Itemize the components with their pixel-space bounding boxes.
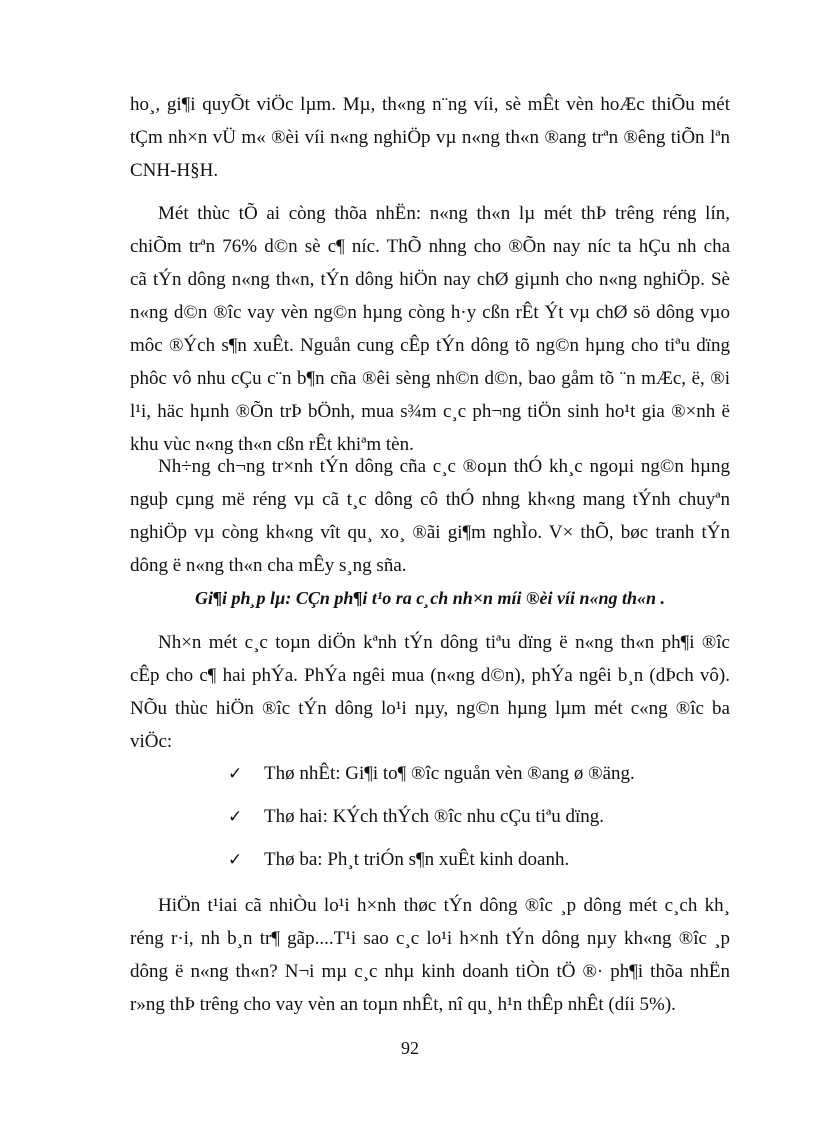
solution-heading: Gi¶i ph¸p lµ: CÇn ph¶i t¹o ra c¸ch nh×n míi ®èi víi n«ng th«n . [194, 588, 666, 608]
text-line: réng r·i, nh b¸n tr¶ gãp....T¹i sao c¸c lo¹i h×nh tÝn dông nµy kh«ng ®îc ¸p [130, 928, 730, 949]
text-line: cÊp cho c¶ hai phÝa. PhÝa ngêi mua (n«ng d©n), phÝa ngêi b¸n (dÞch vô). [130, 665, 730, 686]
text-line: n«ng d©n ®îc vay vèn ng©n hµng còng h·y cßn rÊt Ýt vµ chØ sö dông vµo [130, 302, 730, 323]
text-line: dông ë n«ng th«n cha mÊy s¸ng sña. [130, 555, 407, 576]
bullet-text: Thø hai: KÝch thÝch ®îc nhu cÇu tiªu dïng. [264, 806, 604, 827]
paragraph-intro [130, 88, 730, 187]
bullet-item [228, 845, 569, 875]
text-line: cã tÝn dông n«ng th«n, tÝn dông hiÖn nay chØ giµnh cho n«ng nghiÖp. Sè [130, 269, 730, 290]
paragraph-rural-market [130, 197, 730, 461]
page-number: 92 [401, 1038, 419, 1058]
text-line: NÕu thùc hiÖn ®îc tÝn dông lo¹i nµy, ng©n hµng lµm mét c«ng ®îc ba [130, 698, 730, 719]
text-line: ho¸, gi¶i quyÕt viÖc lµm. Mµ, th«ng n¨ng víi, sè mÊt vèn hoÆc thiÕu mét [130, 94, 730, 115]
paragraph-credit-forms [130, 889, 730, 1021]
paragraph-credit-programs [130, 450, 730, 582]
text-line: nguþ cµng më réng vµ cã t¸c dông cô thÓ nhng kh«ng mang tÝnh chuyªn [130, 489, 730, 510]
text-line: nghiÖp vµ còng kh«ng vît qu¸ xo¸ ®ãi gi¶m nghÌo. V× thÕ, bøc tranh tÝn [130, 522, 730, 543]
text-line: phôc vô nhu cÇu c¨n b¶n cña ®êi sèng nh©n d©n, bao gåm tõ ¨n mÆc, ë, ®i [130, 368, 730, 389]
text-line: môc ®Ých s¶n xuÊt. Nguån cung cÊp tÝn dông tõ ng©n hµng cho tiªu dïng [130, 335, 730, 356]
text-line: tÇm nh×n vÜ m« ®èi víi n«ng nghiÖp vµ n«ng th«n ®ang trªn ®êng tiÕn lªn [130, 127, 730, 148]
text-line: l¹i, häc hµnh ®Õn trÞ bÖnh, mua s¾m c¸c ph¬ng tiÖn sinh ho¹t gia ®×nh ë [130, 401, 730, 422]
text-line: r»ng thÞ trêng cho vay vèn an toµn nhÊt, nî qu¸ h¹n thÊp nhÊt (díi 5%). [130, 994, 676, 1015]
bullet-text: Thø nhÊt: Gi¶i to¶ ®îc nguån vèn ®ang ø ®äng. [264, 763, 635, 784]
bullet-item [228, 802, 604, 832]
text-line: Mét thùc tÕ ai còng thõa nhËn: n«ng th«n lµ mét thÞ trêng réng lín, [158, 203, 730, 224]
bullet-item [228, 759, 635, 789]
text-line: CNH-H§H. [130, 160, 219, 181]
checkmark-icon: ✓ [228, 850, 243, 870]
text-line: HiÖn t¹iai cã nhiÒu lo¹i h×nh thøc tÝn dông ®îc ¸p dông mét c¸ch kh¸ [158, 895, 730, 916]
checkmark-icon: ✓ [228, 807, 243, 827]
text-line: Nh×n mét c¸c toµn diÖn kªnh tÝn dông tiªu dïng ë n«ng th«n ph¶i ®îc [158, 632, 730, 653]
text-line: viÖc: [130, 731, 173, 752]
bullet-text: Thø ba: Ph¸t triÓn s¶n xuÊt kinh doanh. [264, 849, 570, 870]
checkmark-icon: ✓ [228, 764, 243, 784]
paragraph-overview [130, 626, 730, 758]
text-line: dông ë n«ng th«n? N¬i mµ c¸c nhµ kinh doanh tiÒn tÖ ®· ph¶i thõa nhËn [130, 961, 730, 982]
text-line: chiÕm trªn 76% d©n sè c¶ níc. ThÕ nhng cho ®Õn nay níc ta hÇu nh cha [130, 236, 730, 257]
text-line: Nh÷ng ch¬ng tr×nh tÝn dông cña c¸c ®oµn thÓ kh¸c ngoµi ng©n hµng [158, 456, 730, 477]
text-line: khu vùc n«ng th«n cßn rÊt khiªm tèn. [130, 434, 414, 455]
